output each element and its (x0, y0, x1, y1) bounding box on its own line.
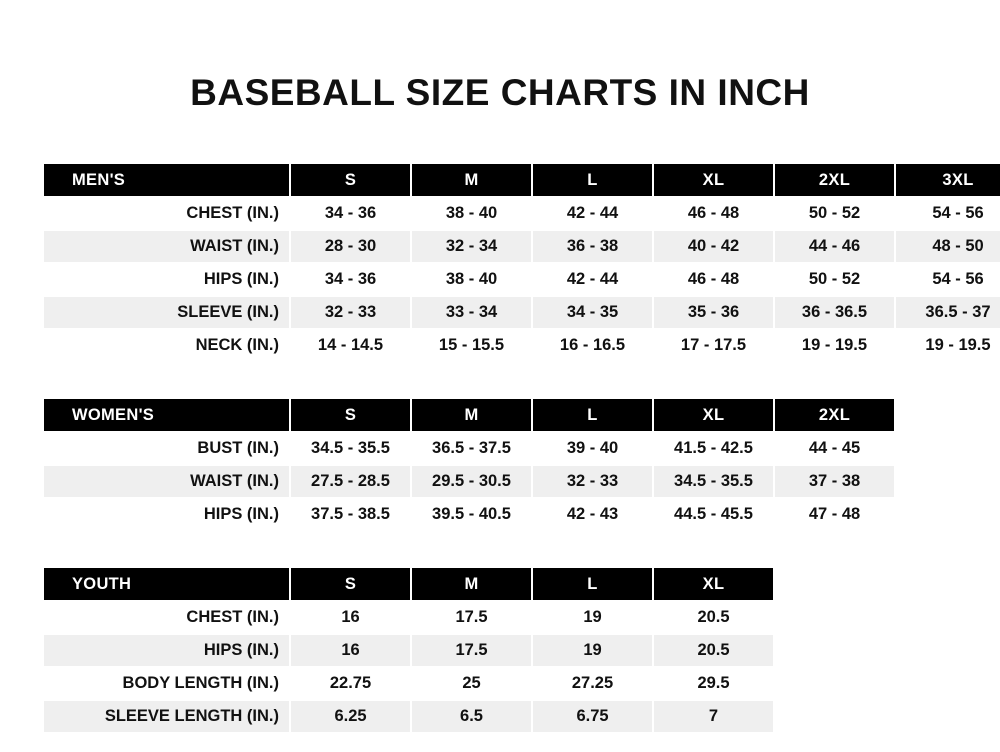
cell: 22.75 (290, 667, 411, 700)
table-row (43, 700, 774, 733)
cell: 36.5 - 37.5 (411, 432, 532, 465)
cell: 42 - 43 (532, 498, 653, 531)
mens-header-category: MEN'S (43, 163, 290, 197)
cell: 16 (290, 634, 411, 667)
womens-header-m: M (411, 398, 532, 432)
cell: 20.5 (653, 601, 774, 634)
cell: 16 (290, 601, 411, 634)
youth-table-body (43, 601, 774, 733)
row-label: HIPS (IN.) (43, 634, 290, 667)
mens-table-header (43, 163, 1000, 197)
table-row (43, 263, 1000, 296)
womens-header-xl: XL (653, 398, 774, 432)
cell: 50 - 52 (774, 197, 895, 230)
table-header-row (43, 163, 1000, 197)
cell: 34 - 36 (290, 263, 411, 296)
cell: 42 - 44 (532, 263, 653, 296)
cell: 25 (411, 667, 532, 700)
womens-header-2xl: 2XL (774, 398, 895, 432)
table-row (43, 230, 1000, 263)
cell: 46 - 48 (653, 197, 774, 230)
mens-header-m: M (411, 163, 532, 197)
womens-table-header (43, 398, 895, 432)
cell: 16 - 16.5 (532, 329, 653, 362)
row-label: SLEEVE LENGTH (IN.) (43, 700, 290, 733)
cell: 29.5 - 30.5 (411, 465, 532, 498)
cell: 50 - 52 (774, 263, 895, 296)
mens-header-2xl: 2XL (774, 163, 895, 197)
womens-header-s: S (290, 398, 411, 432)
cell: 36 - 38 (532, 230, 653, 263)
cell: 19 (532, 634, 653, 667)
table-row (43, 329, 1000, 362)
row-label: WAIST (IN.) (43, 230, 290, 263)
row-label: HIPS (IN.) (43, 263, 290, 296)
cell: 27.25 (532, 667, 653, 700)
cell: 44 - 46 (774, 230, 895, 263)
cell: 39 - 40 (532, 432, 653, 465)
cell: 48 - 50 (895, 230, 1000, 263)
cell: 19 - 19.5 (895, 329, 1000, 362)
row-label: BODY LENGTH (IN.) (43, 667, 290, 700)
cell: 6.25 (290, 700, 411, 733)
table-row (43, 432, 895, 465)
row-label: WAIST (IN.) (43, 465, 290, 498)
cell: 54 - 56 (895, 263, 1000, 296)
cell: 33 - 34 (411, 296, 532, 329)
cell: 46 - 48 (653, 263, 774, 296)
mens-size-table (42, 162, 1000, 363)
cell: 32 - 33 (290, 296, 411, 329)
row-label: NECK (IN.) (43, 329, 290, 362)
page-title: BASEBALL SIZE CHARTS IN INCH (190, 72, 810, 113)
cell: 7 (653, 700, 774, 733)
cell: 34.5 - 35.5 (653, 465, 774, 498)
cell: 15 - 15.5 (411, 329, 532, 362)
cell: 38 - 40 (411, 197, 532, 230)
row-label: BUST (IN.) (43, 432, 290, 465)
cell: 39.5 - 40.5 (411, 498, 532, 531)
cell: 47 - 48 (774, 498, 895, 531)
row-label: CHEST (IN.) (43, 197, 290, 230)
table-header-row (43, 398, 895, 432)
cell: 36 - 36.5 (774, 296, 895, 329)
cell: 17 - 17.5 (653, 329, 774, 362)
cell: 17.5 (411, 634, 532, 667)
cell: 36.5 - 37 (895, 296, 1000, 329)
table-row (43, 634, 774, 667)
youth-size-table (42, 566, 775, 734)
table-row (43, 296, 1000, 329)
youth-size-table-block (42, 566, 958, 734)
row-label: HIPS (IN.) (43, 498, 290, 531)
youth-header-xl: XL (653, 567, 774, 601)
cell: 20.5 (653, 634, 774, 667)
cell: 6.5 (411, 700, 532, 733)
size-tables-container (0, 162, 1000, 734)
womens-header-category: WOMEN'S (43, 398, 290, 432)
cell: 40 - 42 (653, 230, 774, 263)
cell: 41.5 - 42.5 (653, 432, 774, 465)
cell: 34 - 36 (290, 197, 411, 230)
cell: 27.5 - 28.5 (290, 465, 411, 498)
row-label: CHEST (IN.) (43, 601, 290, 634)
table-row (43, 601, 774, 634)
cell: 34 - 35 (532, 296, 653, 329)
youth-header-category: YOUTH (43, 567, 290, 601)
cell: 14 - 14.5 (290, 329, 411, 362)
mens-header-3xl: 3XL (895, 163, 1000, 197)
cell: 6.75 (532, 700, 653, 733)
cell: 32 - 33 (532, 465, 653, 498)
cell: 38 - 40 (411, 263, 532, 296)
table-row (43, 667, 774, 700)
mens-header-s: S (290, 163, 411, 197)
cell: 44 - 45 (774, 432, 895, 465)
cell: 17.5 (411, 601, 532, 634)
cell: 28 - 30 (290, 230, 411, 263)
youth-header-l: L (532, 567, 653, 601)
cell: 54 - 56 (895, 197, 1000, 230)
mens-table-body (43, 197, 1000, 362)
cell: 29.5 (653, 667, 774, 700)
cell: 37 - 38 (774, 465, 895, 498)
table-row (43, 465, 895, 498)
womens-table-body (43, 432, 895, 531)
mens-header-xl: XL (653, 163, 774, 197)
womens-header-l: L (532, 398, 653, 432)
mens-size-table-block (42, 162, 991, 363)
row-label: SLEEVE (IN.) (43, 296, 290, 329)
cell: 34.5 - 35.5 (290, 432, 411, 465)
table-row (43, 498, 895, 531)
cell: 32 - 34 (411, 230, 532, 263)
table-header-row (43, 567, 774, 601)
mens-header-l: L (532, 163, 653, 197)
cell: 42 - 44 (532, 197, 653, 230)
womens-size-table (42, 397, 896, 532)
youth-header-m: M (411, 567, 532, 601)
youth-header-s: S (290, 567, 411, 601)
youth-table-header (43, 567, 774, 601)
womens-size-table-block (42, 397, 958, 532)
cell: 35 - 36 (653, 296, 774, 329)
cell: 37.5 - 38.5 (290, 498, 411, 531)
cell: 44.5 - 45.5 (653, 498, 774, 531)
cell: 19 - 19.5 (774, 329, 895, 362)
cell: 19 (532, 601, 653, 634)
table-row (43, 197, 1000, 230)
